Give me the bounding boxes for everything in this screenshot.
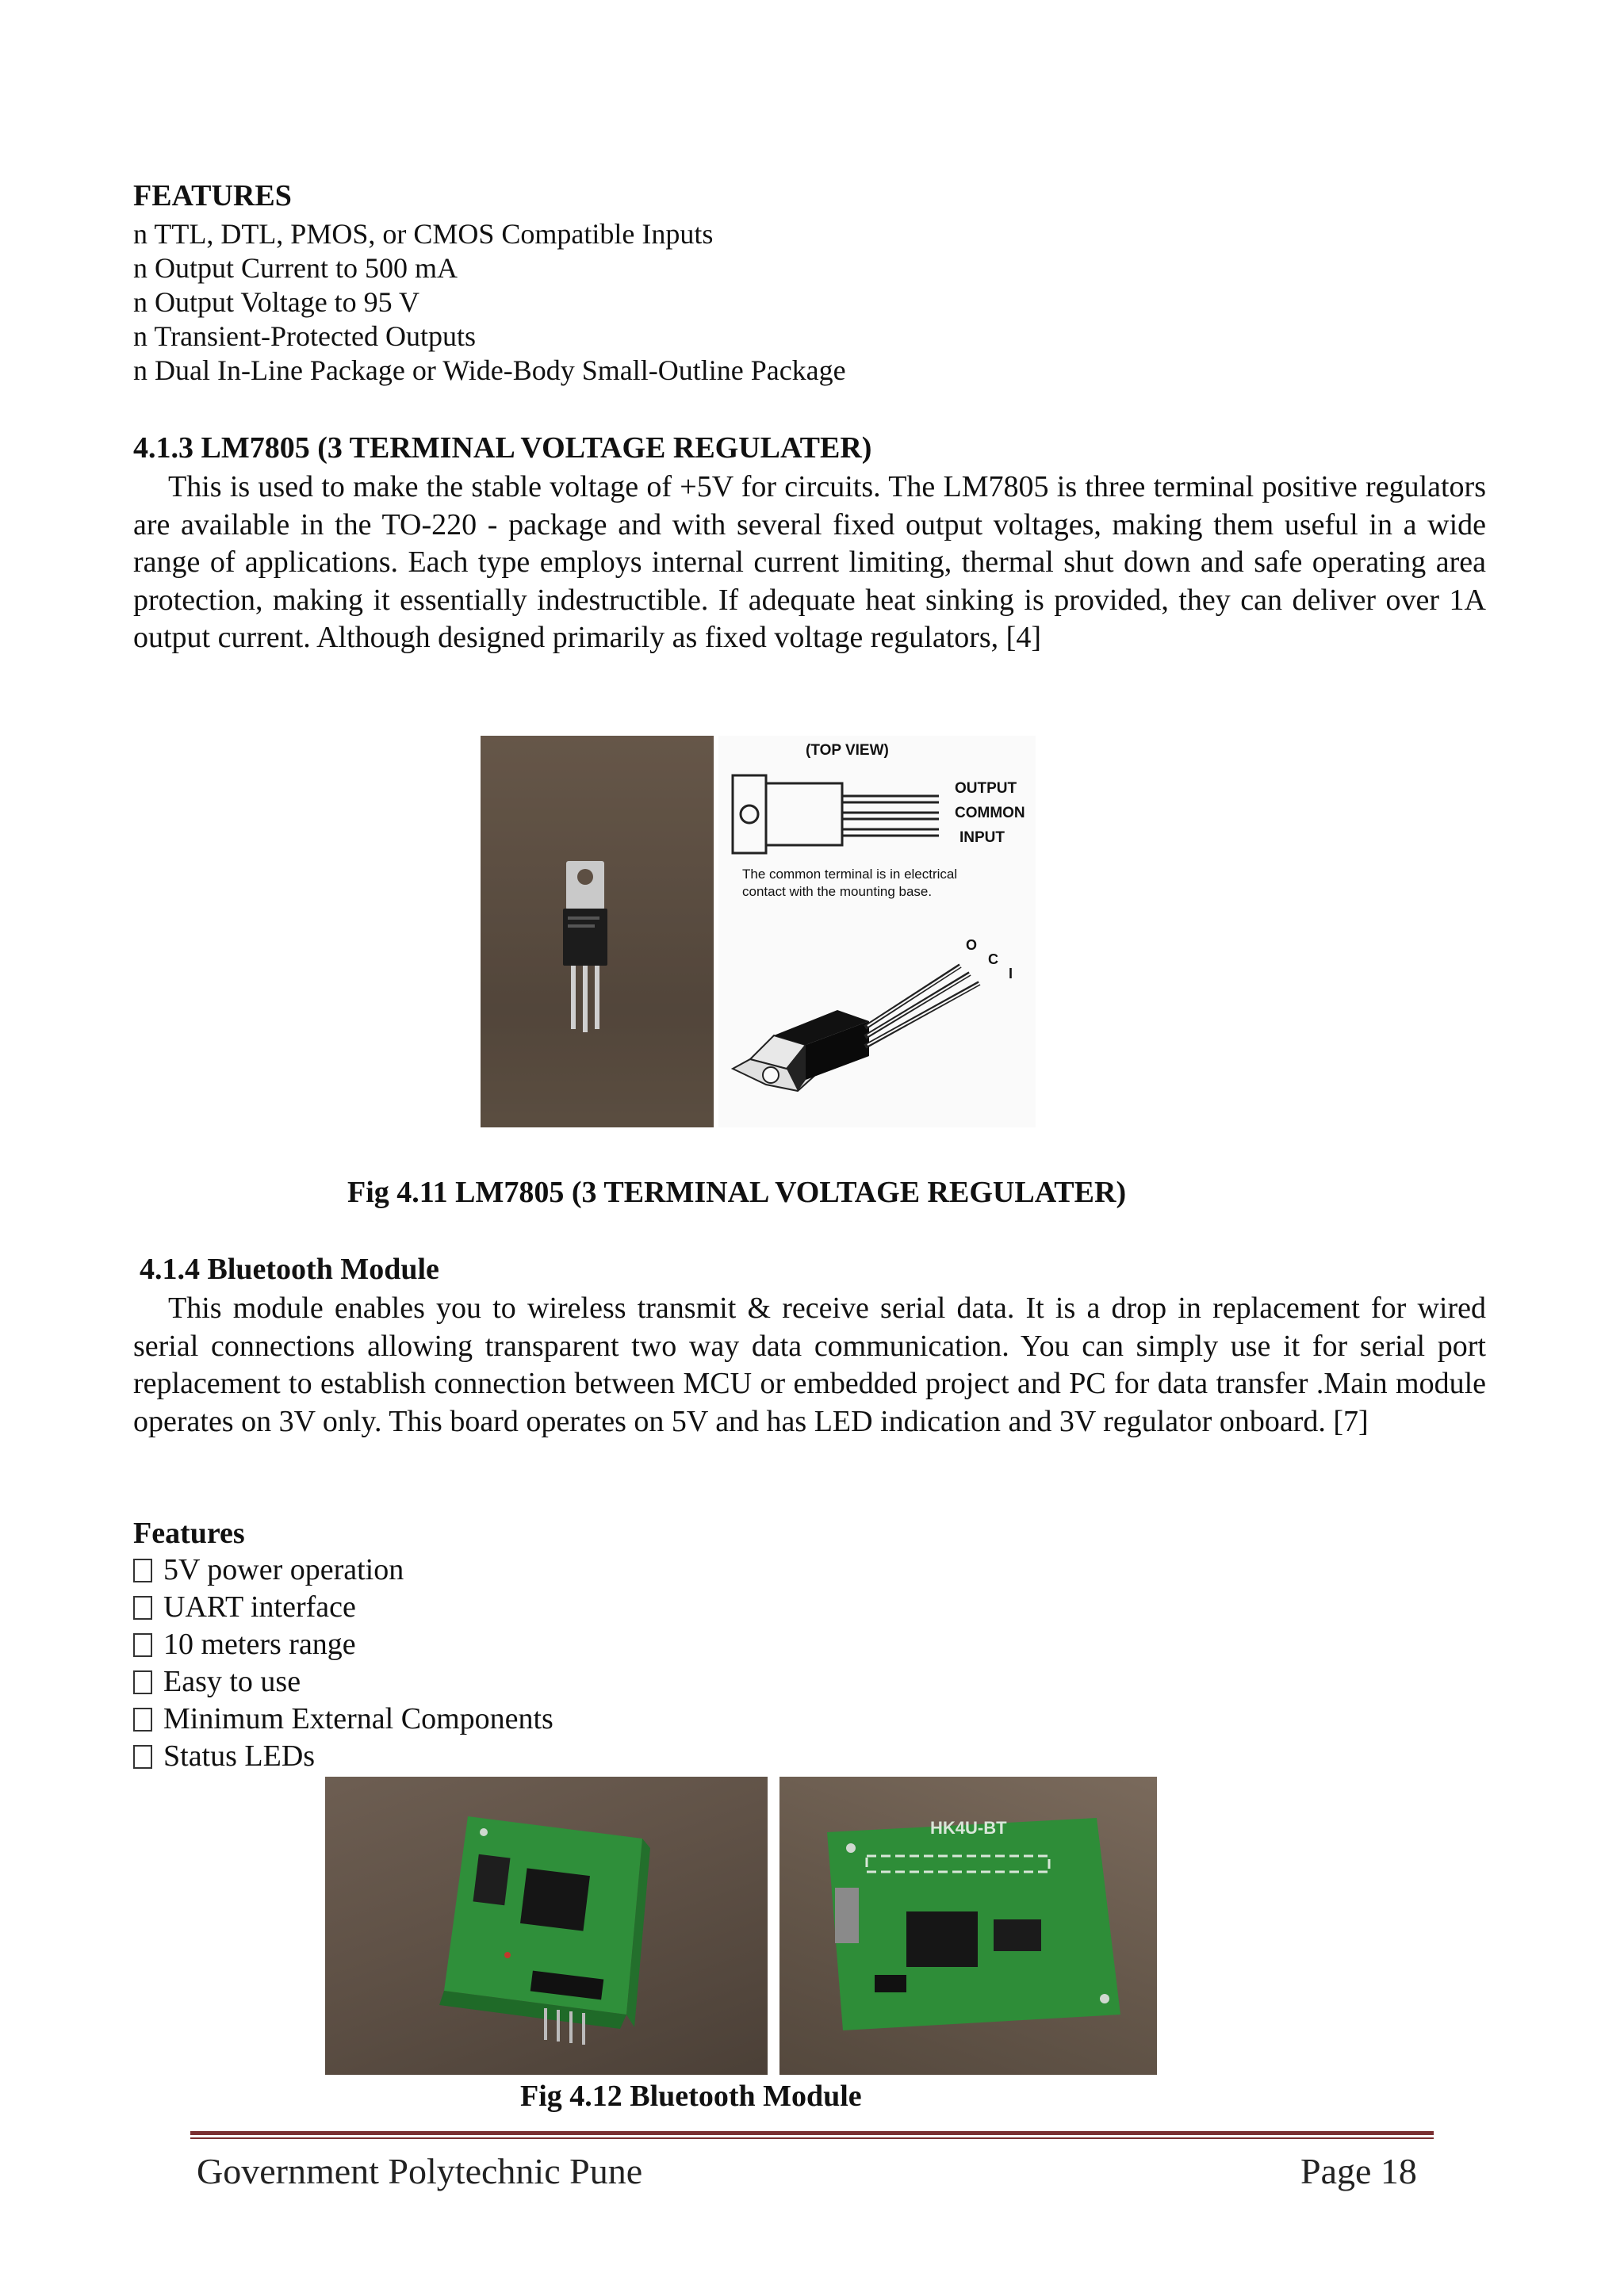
bt-feature-item: Minimum External Components xyxy=(133,1701,553,1739)
checkbox-glyph-icon xyxy=(133,1708,152,1732)
bluetooth-module-photo-left xyxy=(325,1777,768,2075)
board-silkscreen-label: HK4U-BT xyxy=(930,1818,1007,1838)
bt-features-heading: Features xyxy=(133,1517,245,1550)
pin-label-output: OUTPUT xyxy=(955,780,1017,797)
features-item: n Output Current to 500 mA xyxy=(133,252,458,284)
features-item: n Dual In-Line Package or Wide-Body Small-Outline Package xyxy=(133,354,846,386)
bt-feature-item: 10 meters range xyxy=(133,1626,356,1664)
footer-institution: Government Polytechnic Pune xyxy=(197,2151,643,2191)
bt-feature-item: 5V power operation xyxy=(133,1552,404,1590)
paragraph-lm7805 xyxy=(133,469,1486,657)
diagram-note-line2: contact with the mounting base. xyxy=(742,884,933,899)
paragraph-bluetooth xyxy=(133,1290,1486,1441)
checkbox-glyph-icon xyxy=(133,1633,152,1657)
paragraph-bluetooth-text: This module enables you to wireless transmit & receive serial data. It is a drop in replacement for wired serial connections allowing transparent two way data communication. You can simply use it for serial port replacement to establish connection between MCU or embedded project and PC for data transfer .Main module operates on 3V only. This board operates on 5V and has LED indication and 3V regulator onboard. [7] xyxy=(133,1292,1486,1438)
paragraph-lm7805-text: This is used to make the stable voltage of +5V for circuits. The LM7805 is three terminal positive regulators are available in the TO-220 - package and with several fixed output voltages, making them useful in a wide range of applications. Each type employs internal current limiting, thermal shut down and safe operating area protection, making it essentially indestructible. If adequate heat sinking is provided, they can deliver over 1A output current. Although designed primarily as fixed voltage regulators, [4] xyxy=(133,470,1486,654)
figure-caption-4-11: Fig 4.11 LM7805 (3 TERMINAL VOLTAGE REGULATER) xyxy=(347,1176,1127,1209)
footer-page-number: Page 18 xyxy=(1300,2151,1417,2191)
checkbox-glyph-icon xyxy=(133,1670,152,1694)
bluetooth-module-photo-right xyxy=(779,1777,1157,2075)
diagram-note-line1: The common terminal is in electrical xyxy=(742,867,958,882)
bt-feature-item: Status LEDs xyxy=(133,1738,315,1776)
features-item: n Output Voltage to 95 V xyxy=(133,286,420,318)
checkbox-glyph-icon xyxy=(133,1559,152,1582)
section-heading-lm7805: 4.1.3 LM7805 (3 TERMINAL VOLTAGE REGULATER) xyxy=(133,431,872,465)
section-heading-bluetooth: 4.1.4 Bluetooth Module xyxy=(140,1253,439,1286)
lead-letter-c: C xyxy=(988,951,998,967)
bt-feature-item: Easy to use xyxy=(133,1663,301,1701)
checkbox-glyph-icon xyxy=(133,1596,152,1620)
lead-letter-o: O xyxy=(966,937,978,953)
bt-feature-item: UART interface xyxy=(133,1589,356,1627)
lead-letter-i: I xyxy=(1009,966,1013,982)
features-item: n Transient-Protected Outputs xyxy=(133,320,476,352)
figure-caption-4-12: Fig 4.12 Bluetooth Module xyxy=(520,2080,862,2113)
lm7805-pinout-diagram xyxy=(718,736,1036,1127)
features-block xyxy=(133,179,1085,393)
footer-divider xyxy=(190,2131,1434,2142)
diagram-title: (TOP VIEW) xyxy=(806,742,889,759)
features-item: n TTL, DTL, PMOS, or CMOS Compatible Inputs xyxy=(133,218,714,250)
lm7805-photo xyxy=(481,736,714,1127)
checkbox-glyph-icon xyxy=(133,1745,152,1769)
features-heading: FEATURES xyxy=(133,179,292,212)
pin-label-common: COMMON xyxy=(955,805,1025,821)
pin-label-input: INPUT xyxy=(959,829,1005,846)
